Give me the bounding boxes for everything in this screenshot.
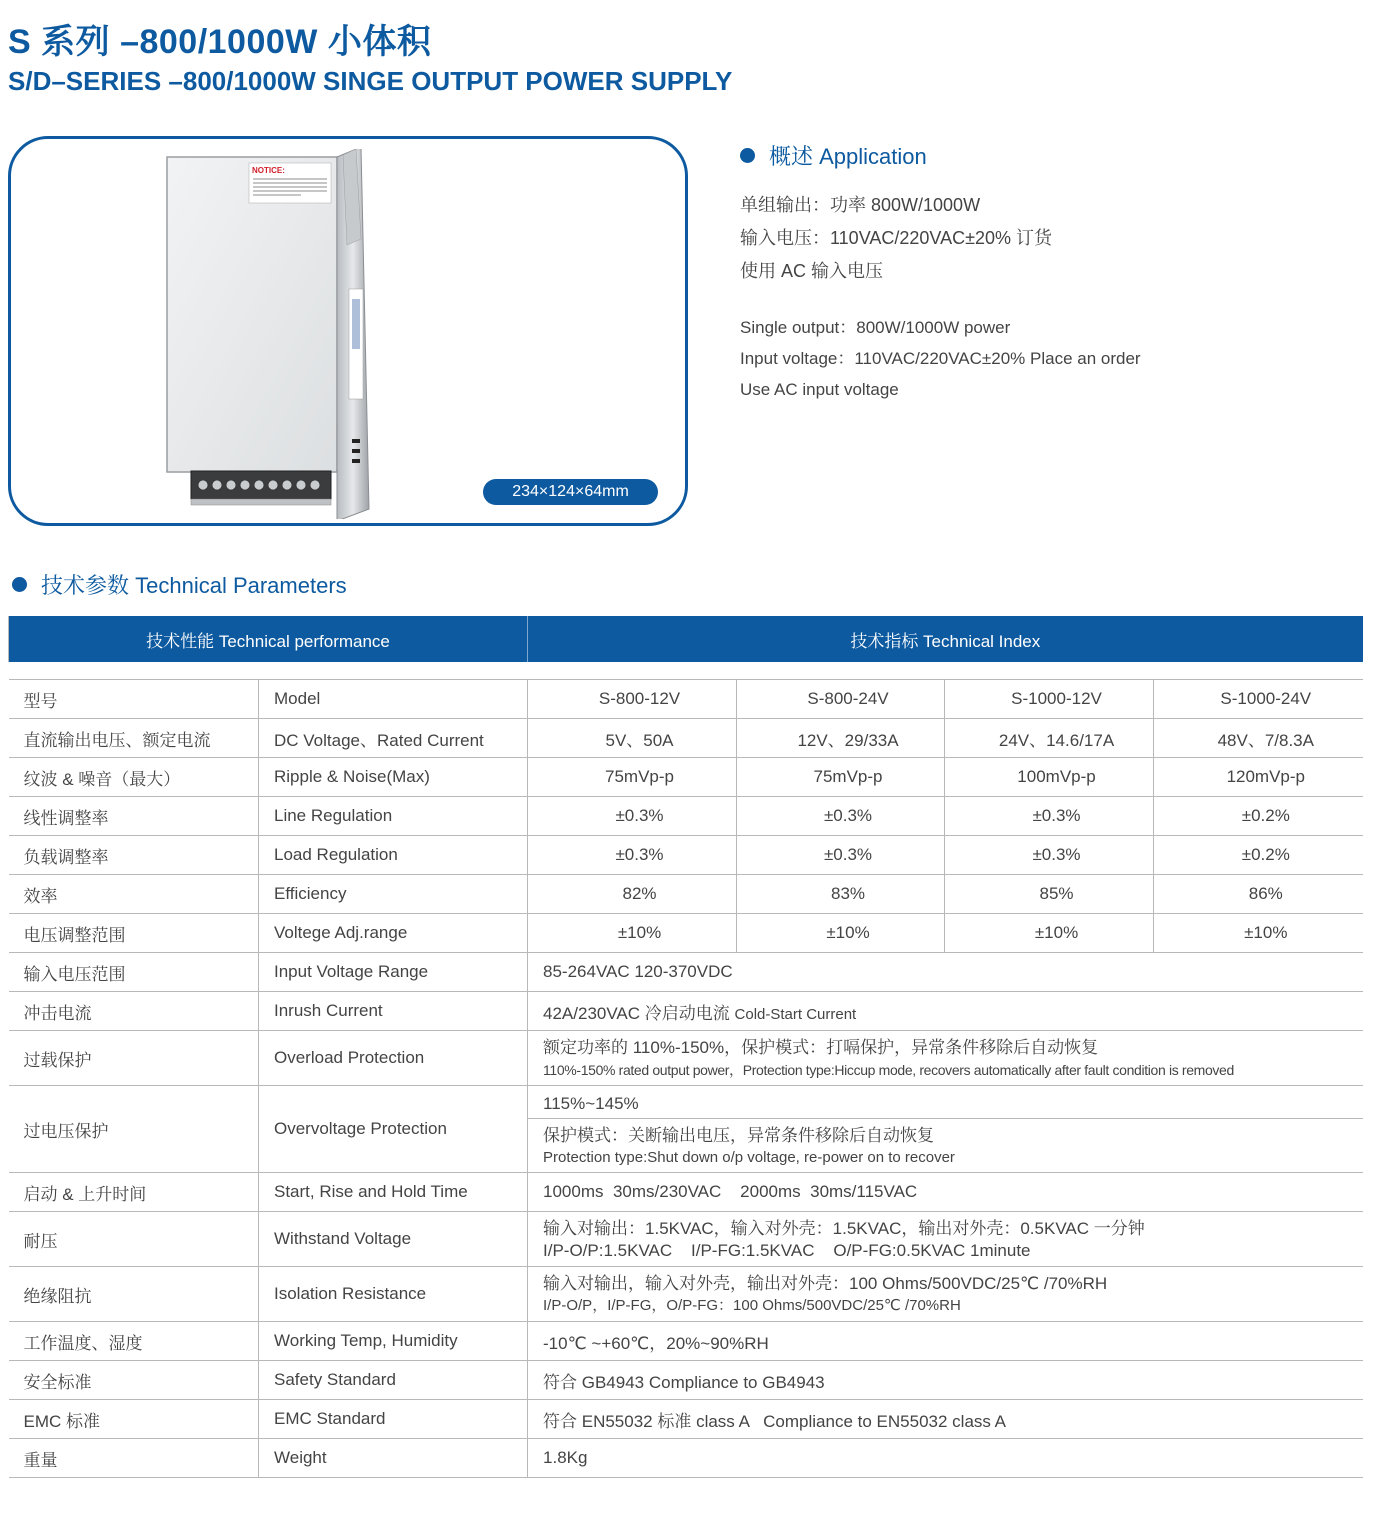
row-label-en: Withstand Voltage: [259, 1212, 528, 1267]
value-cell: [528, 1212, 1363, 1267]
table-row: [9, 1173, 1363, 1212]
row-label-en: Overload Protection: [259, 1031, 528, 1086]
row-label-cn: 纹波 & 噪音（最大）: [9, 758, 259, 797]
value-cell: 12V、29/33A: [737, 719, 945, 758]
value-cell: ±0.3%: [528, 836, 737, 875]
table-row: [9, 1212, 1363, 1267]
isolation-line-en: I/P-O/P，I/P-FG，O/P-FG：100 Ohms/500VDC/25℃ /70%RH: [543, 1296, 961, 1314]
value-cell: 24V、14.6/17A: [945, 719, 1154, 758]
model-cell: S-800-12V: [528, 680, 737, 719]
row-label-cn: 过载保护: [9, 1031, 259, 1086]
row-label-en: Load Regulation: [259, 836, 528, 875]
row-label-cn: 绝缘阻抗: [9, 1267, 259, 1322]
application-heading-text: 概述 Application: [769, 144, 927, 169]
page-title-cn: S 系列 –800/1000W 小体积: [8, 23, 432, 61]
row-label-en: Overvoltage Protection: [259, 1086, 528, 1173]
row-label-en: Isolation Resistance: [259, 1267, 528, 1322]
model-cell: S-1000-24V: [1154, 680, 1363, 719]
notice-title: NOTICE:: [252, 166, 285, 175]
overload-line-en: 110%-150% rated output power，Protection type:Hiccup mode, recovers automatically after fault condition is removed: [543, 1062, 1234, 1078]
overvoltage-range: 115%~145%: [528, 1089, 1363, 1119]
row-label-en: DC Voltage、Rated Current: [259, 719, 528, 758]
value-cell: [528, 1267, 1363, 1322]
isolation-line-cn: 输入对输出，输入对外壳，输出对外壳：100 Ohms/500VDC/25℃ /70%RH: [543, 1273, 1108, 1293]
row-label-en: Input Voltage Range: [259, 953, 528, 992]
value-cell: 75mVp-p: [528, 758, 737, 797]
table-row: [9, 953, 1363, 992]
withstand-line-cn: 输入对输出：1.5KVAC，输入对外壳：1.5KVAC，输出对外壳：0.5KVAC 一分钟: [543, 1218, 1145, 1238]
table-row: [9, 875, 1363, 914]
inrush-value-note: Cold-Start Current: [734, 1005, 857, 1023]
application-cn-line: 使用 AC 输入电压: [740, 261, 884, 281]
value-cell: 100mVp-p: [945, 758, 1154, 797]
row-label-cn: 直流输出电压、额定电流: [9, 719, 259, 758]
row-label-en: Inrush Current: [259, 992, 528, 1031]
value-cell: 82%: [528, 875, 737, 914]
table-row: [9, 797, 1363, 836]
value-cell: 120mVp-p: [1154, 758, 1363, 797]
withstand-line-en: I/P-O/P:1.5KVAC I/P-FG:1.5KVAC O/P-FG:0.5KVAC 1minute: [543, 1240, 1031, 1260]
col-header-index: 技术指标 Technical Index: [528, 616, 1363, 662]
application-section: [740, 140, 1360, 405]
value-cell: 85%: [945, 875, 1154, 914]
overload-line-cn: 额定功率的 110%-150%，保护模式：打嗝保护，异常条件移除后自动恢复: [543, 1038, 1099, 1057]
application-heading: [740, 140, 1360, 171]
value-cell: ±0.3%: [737, 797, 945, 836]
inrush-value: 42A/230VAC 冷启动电流: [543, 1003, 730, 1023]
row-label-en: Working Temp, Humidity: [259, 1322, 528, 1361]
application-en-line: Single output：800W/1000W power: [740, 318, 1011, 337]
row-label-en: EMC Standard: [259, 1400, 528, 1439]
dimensions-badge: 234×124×64mm: [483, 479, 658, 505]
value-cell: [528, 992, 1363, 1031]
bullet-dot-icon: [12, 577, 27, 592]
row-label-en: Start, Rise and Hold Time: [259, 1173, 528, 1212]
row-label-cn: 线性调整率: [9, 797, 259, 836]
table-row: [9, 1322, 1363, 1361]
overvoltage-line-cn: 保护模式：关断输出电压，异常条件移除后自动恢复: [543, 1126, 935, 1145]
application-en: [740, 312, 1360, 405]
table-row: [9, 914, 1363, 953]
value-cell: 符合 GB4943 Compliance to GB4943: [528, 1361, 1363, 1400]
table-row: [9, 719, 1363, 758]
row-label-cn: 输入电压范围: [9, 953, 259, 992]
application-cn-line: 单组输出：功率 800W/1000W: [740, 195, 981, 215]
row-label-cn: EMC 标准: [9, 1400, 259, 1439]
row-label-en: Ripple & Noise(Max): [259, 758, 528, 797]
value-cell: ±0.3%: [528, 797, 737, 836]
row-label-en: Voltege Adj.range: [259, 914, 528, 953]
value-cell: ±0.2%: [1154, 836, 1363, 875]
overvoltage-line-en: Protection type:Shut down o/p voltage, re-power on to recover: [543, 1149, 955, 1166]
power-supply-image: [161, 149, 381, 519]
row-label-cn: 耐压: [9, 1212, 259, 1267]
table-row: [9, 758, 1363, 797]
value-cell: ±10%: [1154, 914, 1363, 953]
model-cell: S-800-24V: [737, 680, 945, 719]
value-cell: 85-264VAC 120-370VDC: [528, 953, 1363, 992]
product-image-frame: [8, 136, 688, 526]
value-cell: 75mVp-p: [737, 758, 945, 797]
value-cell: [528, 1031, 1363, 1086]
spec-table: [8, 616, 1363, 1478]
value-cell: ±0.3%: [737, 836, 945, 875]
application-en-line: Input voltage：110VAC/220VAC±20% Place an order: [740, 349, 1141, 368]
value-cell: 86%: [1154, 875, 1363, 914]
table-row: [9, 1267, 1363, 1322]
application-cn: [740, 189, 1360, 288]
row-label-cn: 电压调整范围: [9, 914, 259, 953]
value-cell: ±10%: [737, 914, 945, 953]
row-label-cn: 工作温度、湿度: [9, 1322, 259, 1361]
row-label-en: Safety Standard: [259, 1361, 528, 1400]
table-row: [9, 1086, 1363, 1173]
table-row: [9, 1361, 1363, 1400]
row-label-en: Efficiency: [259, 875, 528, 914]
row-label-en: Weight: [259, 1439, 528, 1478]
value-cell: ±10%: [528, 914, 737, 953]
row-label-cn: 型号: [9, 680, 259, 719]
row-label-en: Line Regulation: [259, 797, 528, 836]
table-row: [9, 680, 1363, 719]
value-cell: [528, 1086, 1363, 1173]
table-header-row: [9, 616, 1363, 662]
table-row: [9, 992, 1363, 1031]
value-cell: 48V、7/8.3A: [1154, 719, 1363, 758]
value-cell: ±10%: [945, 914, 1154, 953]
tech-heading-text: 技术参数 Technical Parameters: [41, 573, 347, 598]
row-label-cn: 过电压保护: [9, 1086, 259, 1173]
table-row: [9, 1031, 1363, 1086]
table-row: [9, 1400, 1363, 1439]
application-cn-line: 输入电压：110VAC/220VAC±20% 订货: [740, 228, 1052, 248]
tech-heading: [12, 569, 347, 600]
model-cell: S-1000-12V: [945, 680, 1154, 719]
value-cell: ±0.3%: [945, 836, 1154, 875]
bullet-dot-icon: [740, 148, 755, 163]
value-cell: 符合 EN55032 标准 class A Compliance to EN55032 class A: [528, 1400, 1363, 1439]
value-cell: ±0.2%: [1154, 797, 1363, 836]
col-header-performance: 技术性能 Technical performance: [9, 616, 528, 662]
row-label-cn: 负载调整率: [9, 836, 259, 875]
row-label-cn: 启动 & 上升时间: [9, 1173, 259, 1212]
value-cell: 1000ms 30ms/230VAC 2000ms 30ms/115VAC: [528, 1173, 1363, 1212]
page-title-en: S/D–SERIES –800/1000W SINGE OUTPUT POWER SUPPLY: [8, 66, 733, 96]
application-en-line: Use AC input voltage: [740, 380, 899, 399]
value-cell: ±0.3%: [945, 797, 1154, 836]
row-label-cn: 冲击电流: [9, 992, 259, 1031]
value-cell: 1.8Kg: [528, 1439, 1363, 1478]
value-cell: 5V、50A: [528, 719, 737, 758]
table-row: [9, 1439, 1363, 1478]
value-cell: 83%: [737, 875, 945, 914]
row-label-cn: 安全标准: [9, 1361, 259, 1400]
table-row: [9, 836, 1363, 875]
row-label-en: Model: [259, 680, 528, 719]
value-cell: -10℃ ~+60℃，20%~90%RH: [528, 1322, 1363, 1361]
row-label-cn: 效率: [9, 875, 259, 914]
row-label-cn: 重量: [9, 1439, 259, 1478]
